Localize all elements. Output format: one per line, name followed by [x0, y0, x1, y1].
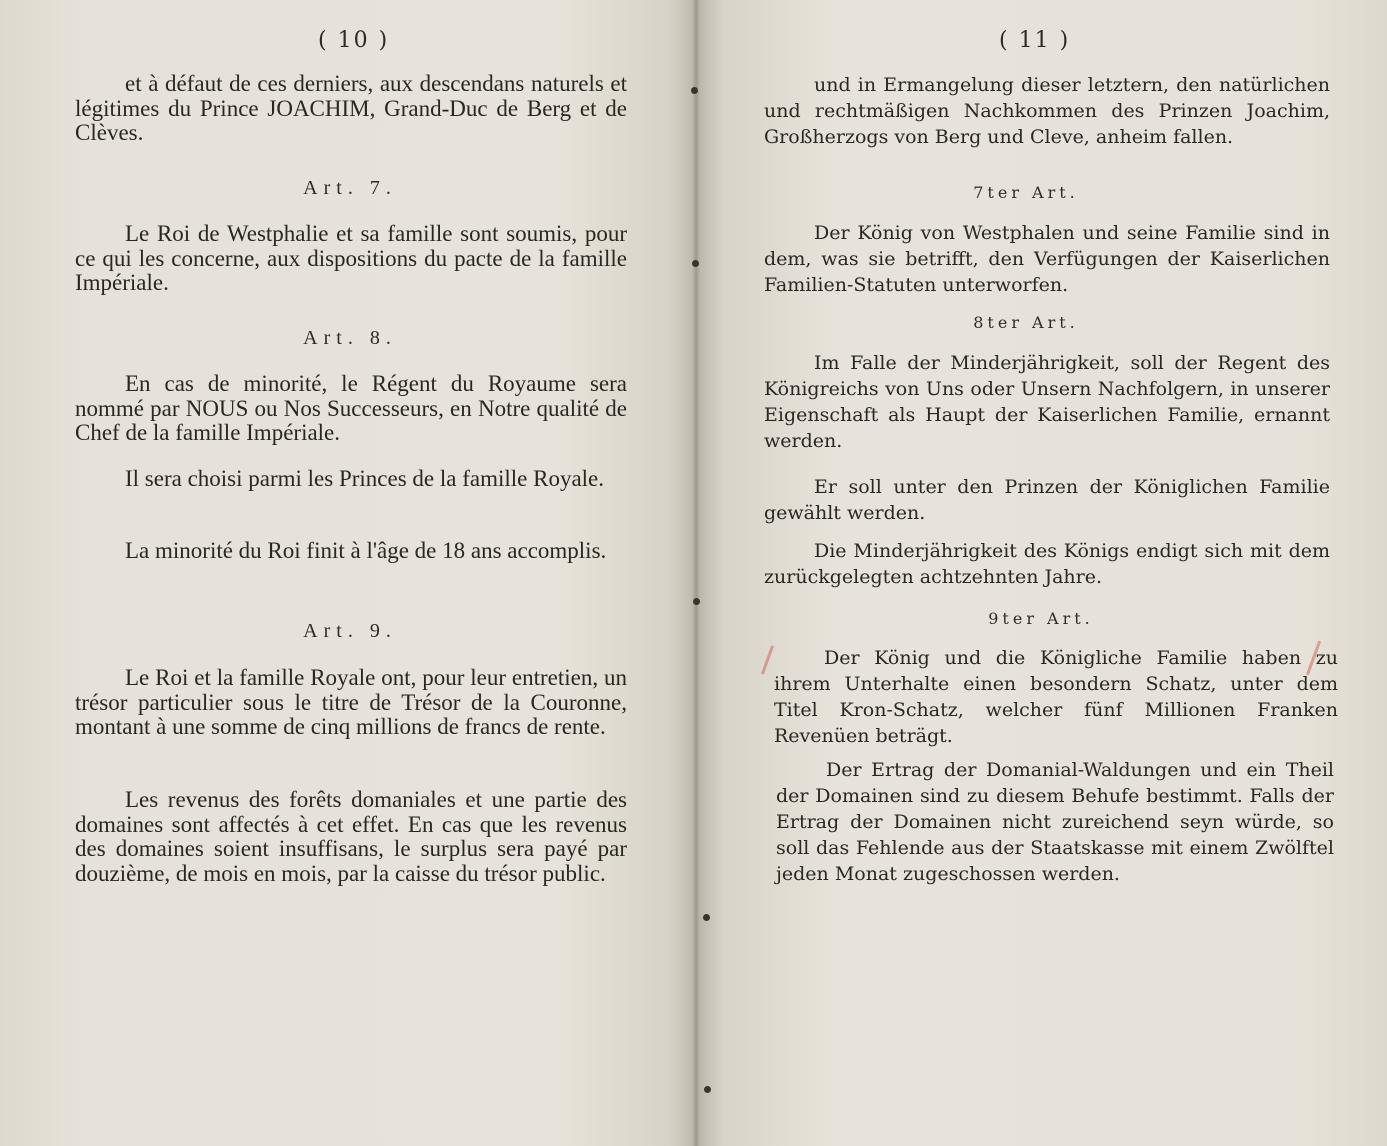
left-art8-paragraph-2: Il sera choisi parmi les Princes de la famille Royale. [125, 466, 605, 491]
right-intro-paragraph: und in Ermangelung dieser letztern, den natürlichen und rechtmäßigen Nachkommen des Prinzen Joachim, Großherzogs von Berg und Cleve, anheim fallen. [764, 74, 1330, 148]
right-art8-paragraph-1: Im Falle der Minderjährigkeit, soll der Regent des Königreichs von Uns oder Unsern Nachfolgern, in unserer Eigenschaft als Haupt der Kaiserlichen Familie, ernannt werden. [764, 352, 1330, 452]
left-art9-paragraph-1: Le Roi et la famille Royale ont, pour leur entretien, un trésor particulier sous le titre de Trésor de la Couronne, montant à une somme de cinq millions de francs de rente. [75, 665, 627, 739]
right-art9-paragraph-2: Der Ertrag der Domanial-Waldungen und ein Theil der Domainen sind zu diesem Behufe bestimmt. Falls der Ertrag der Domainen nicht zureichend seyn würde, so soll das Fehlende aus der Staatskasse mit einem Zwölftel jeden Monat zugeschossen werden. [776, 759, 1334, 885]
binding-hole [704, 1086, 711, 1093]
left-art7-paragraph: Le Roi de Westphalie et sa famille sont soumis, pour ce qui les concerne, aux dispositions du pacte de la famille Impériale. [75, 221, 627, 295]
binding-hole [691, 87, 698, 94]
page-number-left: ( 10 ) [318, 28, 390, 53]
binding-hole [703, 914, 710, 921]
right-art7-paragraph: Der König von Westphalen und seine Familie sind in dem, was sie betrifft, den Verfügungen der Kaiserlichen Familien-Statuten unterworfen. [764, 222, 1330, 296]
left-art8-paragraph-3: La minorité du Roi finit à l'âge de 18 ans accomplis. [125, 538, 607, 563]
right-art8-paragraph-3: Die Minderjährigkeit des Königs endigt sich mit dem zurückgelegten achtzehnten Jahre. [764, 540, 1330, 588]
right-art7-heading: 7ter Art. [973, 183, 1079, 202]
binding-hole [693, 598, 700, 605]
right-art9-heading: 9ter Art. [988, 609, 1094, 628]
right-art8-paragraph-2: Er soll unter den Prinzen der Königlichen Familie gewählt werden. [764, 476, 1330, 524]
left-art7-heading: Art. 7. [303, 177, 397, 199]
book-gutter [692, 0, 700, 1146]
left-art9-paragraph-2: Les revenus des forêts domaniales et une partie des domaines sont affectés à cet effet. En cas que les revenus des domaines soient insuffisans, le surplus sera payé par douzième, de mois en mois, par la caisse du trésor public. [75, 787, 627, 886]
right-art9-paragraph-1: Der König und die Königliche Familie haben zu ihrem Unterhalte einen besondern Schatz, unter dem Titel Kron-Schatz, welcher fünf Millionen Franken Revenüen beträgt. [774, 647, 1338, 747]
page-number-right: ( 11 ) [999, 28, 1071, 53]
left-intro-paragraph: et à défaut de ces derniers, aux descendans naturels et légitimes du Prince JOACHIM, Grand-Duc de Berg et de Clèves. [75, 71, 627, 145]
left-art8-heading: Art. 8. [303, 327, 397, 349]
binding-hole [692, 260, 699, 267]
left-art9-heading: Art. 9. [303, 620, 397, 642]
left-art8-paragraph-1: En cas de minorité, le Régent du Royaume sera nommé par NOUS ou Nos Successeurs, en Notre qualité de Chef de la famille Impériale. [75, 371, 627, 445]
right-art8-heading: 8ter Art. [973, 313, 1079, 332]
right-page [696, 0, 1387, 1146]
